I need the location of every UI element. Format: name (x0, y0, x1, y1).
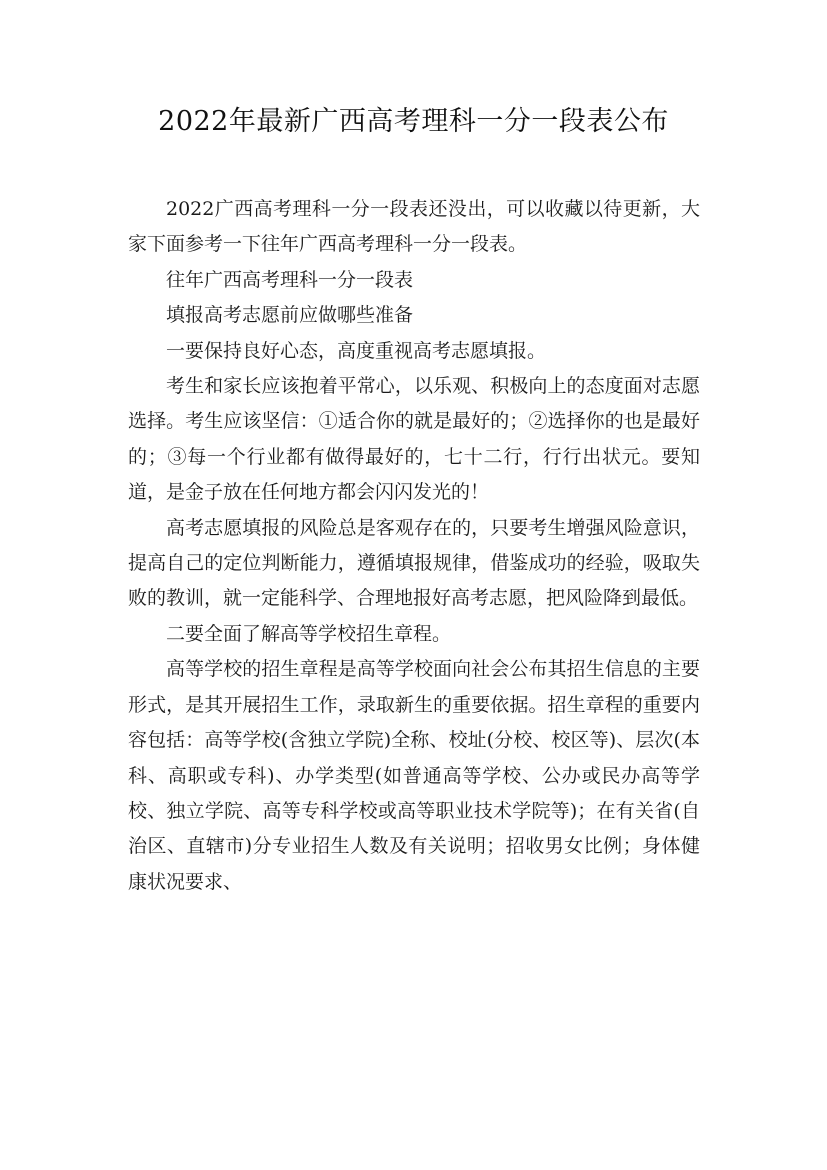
paragraph-table-heading: 往年广西高考理科一分一段表 (166, 268, 414, 291)
paragraph-mindset: 考生和家长应该抱着平常心，以乐观、积极向上的态度面对志愿选择。考生应该坚信：①适合你的就是最好的；②选择你的也是最好的；③每一个行业都有做得最好的，七十二行，行行出状元。要知道，是金子放在任何地方都会闪闪发光的！ (128, 375, 700, 504)
paragraph-point-two: 二要全面了解高等学校招生章程。 (166, 622, 452, 645)
paragraph-preparation-heading: 填报高考志愿前应做哪些准备 (166, 304, 414, 327)
paragraph-admission-rules: 高等学校的招生章程是高等学校面向社会公布其招生信息的主要形式，是其开展招生工作，录取新生的重要依据。招生章程的重要内容包括：高等学校(含独立学院)全称、校址(分校、校区等)、层次(本科、高职或专科)、办学类型(如普通高等学校、公办或民办高等学校、独立学院、高等专科学校或高等职业技术学院等)；在有关省(自治区、直辖市)分专业招生人数及有关说明；招收男女比例；身体健康状况要求、 (128, 658, 700, 893)
document-title: 2022年最新广西高考理科一分一段表公布 (158, 106, 669, 137)
document-body (128, 192, 700, 900)
paragraph-risk: 高考志愿填报的风险总是客观存在的，只要考生增强风险意识，提高自己的定位判断能力，遵循填报规律，借鉴成功的经验，吸取失败的教训，就一定能科学、合理地报好高考志愿，把风险降到最低。 (128, 516, 700, 610)
paragraph-point-one: 一要保持良好心态，高度重视高考志愿填报。 (166, 339, 547, 362)
paragraph-intro: 2022广西高考理科一分一段表还没出，可以收藏以待更新，大家下面参考一下往年广西高考理科一分一段表。 (128, 198, 700, 256)
